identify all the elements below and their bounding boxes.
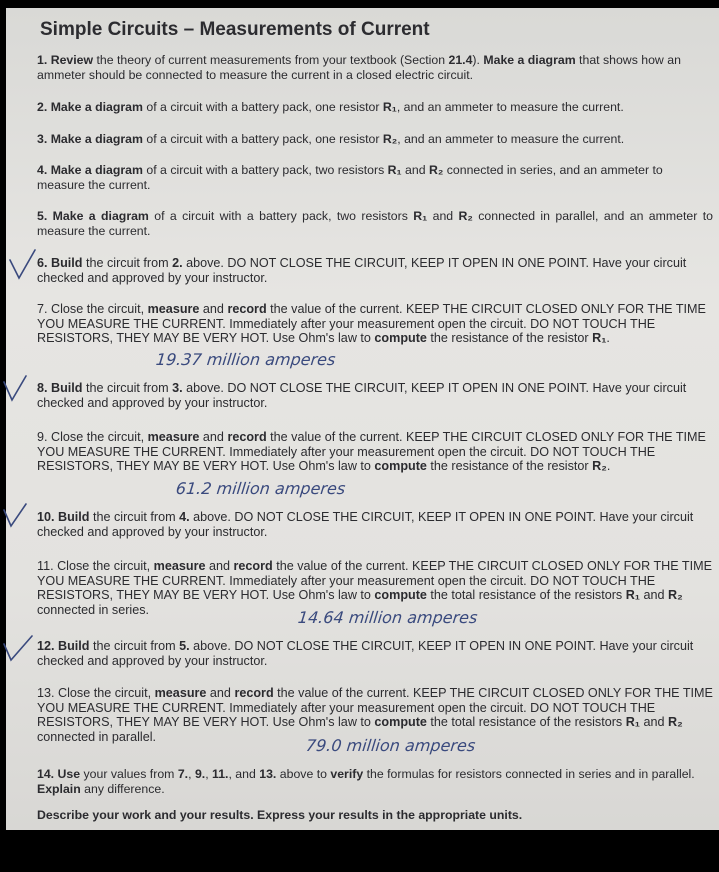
checkmark-icon — [8, 248, 38, 282]
checkmark-icon — [2, 374, 32, 404]
handwritten-answer-9: 61.2 million amperes — [175, 479, 347, 498]
item-5: 5. Make a diagram of a circuit with a battery pack, two resistors R₁ and R₂ connected in parallel, and an ammeter to measure the current. — [37, 209, 713, 238]
item-2: 2. Make a diagram of a circuit with a battery pack, one resistor R₁, and an ammeter to measure the current. — [37, 100, 624, 114]
item-7: 7. Close the circuit, measure and record the value of the current. KEEP THE CIRCUIT CLOSED ONLY FOR THE TIME YOU MEASURE THE CURRENT. Immediately after your measurement open the circuit. DO NOT TOUCH THE RESISTORS, THEY MAY BE VERY HOT. Use Ohm's law to compute the resistance of the resistor R₁. — [37, 302, 706, 346]
item-13: 13. Close the circuit, measure and record the value of the current. KEEP THE CIRCUIT CLOSED ONLY FOR THE TIME YOU MEASURE THE CURRENT. Immediately after your measurement open the circuit. DO NOT TOUCH THE RESISTORS, THEY MAY BE VERY HOT. Use Ohm's law to compute the total resistance of the resistors R₁ and R₂ connected in parallel. — [37, 686, 713, 745]
handwritten-answer-11: 14.64 million amperes — [297, 608, 479, 627]
item-6: 6. Build the circuit from 2. above. DO NOT CLOSE THE CIRCUIT, KEEP IT OPEN IN ONE POINT. Have your circuit checked and approved by your instructor. — [37, 256, 687, 285]
worksheet-page — [6, 8, 719, 830]
checkmark-icon — [2, 634, 36, 664]
closing-instruction: Describe your work and your results. Express your results in the appropriate units. — [37, 808, 523, 822]
item-1: 1. Review the theory of current measurements from your textbook (Section 21.4). Make a diagram that shows how an ammeter should be connected to measure the current in a closed electric circuit. — [37, 53, 681, 82]
item-10: 10. Build the circuit from 4. above. DO NOT CLOSE THE CIRCUIT, KEEP IT OPEN IN ONE POINT. Have your circuit checked and approved by your instructor. — [37, 510, 694, 539]
checkmark-icon — [2, 502, 32, 532]
item-11: 11. Close the circuit, measure and record the value of the current. KEEP THE CIRCUIT CLOSED ONLY FOR THE TIME YOU MEASURE THE CURRENT. Immediately after your measurement open the circuit. DO NOT TOUCH THE RESISTORS, THEY MAY BE VERY HOT. Use Ohm's law to compute the total resistance of the resistors R₁ and R₂ connected in series. — [37, 559, 713, 618]
bottom-black-border — [0, 830, 719, 872]
item-8: 8. Build the circuit from 3. above. DO NOT CLOSE THE CIRCUIT, KEEP IT OPEN IN ONE POINT. Have your circuit checked and approved by your instructor. — [37, 381, 687, 410]
handwritten-answer-13: 79.0 million amperes — [305, 736, 477, 755]
item-12: 12. Build the circuit from 5. above. DO NOT CLOSE THE CIRCUIT, KEEP IT OPEN IN ONE POINT. Have your circuit checked and approved by your instructor. — [37, 639, 694, 668]
item-3: 3. Make a diagram of a circuit with a battery pack, one resistor R₂, and an ammeter to measure the current. — [37, 132, 625, 146]
item-14: 14. Use your values from 7., 9., 11., and 13. above to verify the formulas for resistors connected in series and in parallel. Explain any difference. — [37, 767, 695, 796]
page-title: Simple Circuits – Measurements of Current — [40, 19, 430, 40]
handwritten-answer-7: 19.37 million amperes — [155, 350, 337, 369]
item-4: 4. Make a diagram of a circuit with a battery pack, two resistors R₁ and R₂ connected in series, and an ammeter to measure the current. — [37, 163, 663, 192]
item-9: 9. Close the circuit, measure and record the value of the current. KEEP THE CIRCUIT CLOSED ONLY FOR THE TIME YOU MEASURE THE CURRENT. Immediately after your measurement open the circuit. DO NOT TOUCH THE RESISTORS, THEY MAY BE VERY HOT. Use Ohm's law to compute the resistance of the resistor R₂. — [37, 430, 706, 474]
top-black-border — [0, 0, 719, 8]
